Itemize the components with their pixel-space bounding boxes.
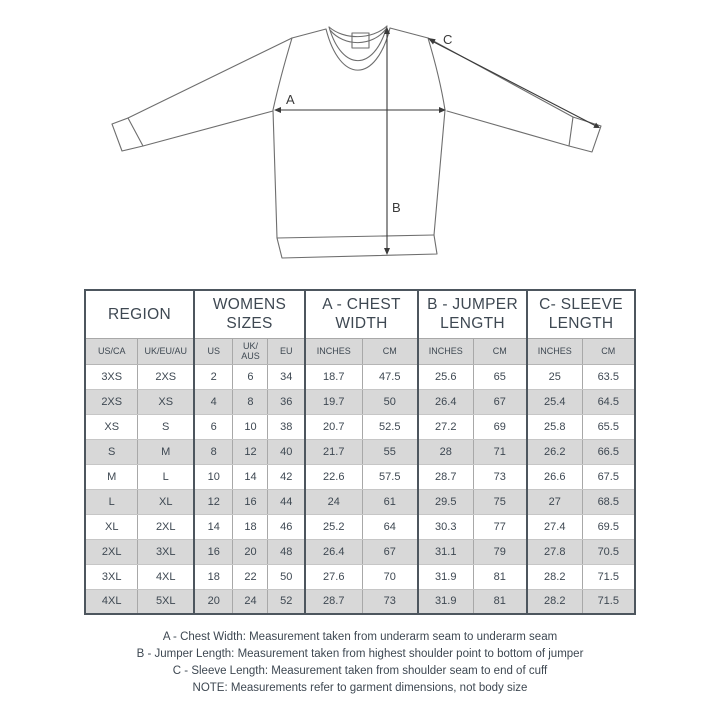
table-row	[85, 514, 635, 539]
table-cell: 2	[194, 364, 233, 389]
table-column-header: CM	[473, 338, 527, 364]
left-sleeve-top-edge	[128, 38, 292, 118]
table-cell: 30.3	[418, 514, 473, 539]
table-cell: 65.5	[582, 414, 635, 439]
table-cell: 16	[233, 489, 268, 514]
table-column-header: INCHES	[418, 338, 473, 364]
table-cell: L	[85, 489, 138, 514]
table-cell: 20.7	[305, 414, 362, 439]
table-cell: 47.5	[362, 364, 418, 389]
table-cell: 20	[194, 589, 233, 614]
table-cell: 67.5	[582, 464, 635, 489]
table-column-header: EU	[268, 338, 305, 364]
table-cell: 18.7	[305, 364, 362, 389]
size-chart-body	[85, 364, 635, 614]
table-cell: 57.5	[362, 464, 418, 489]
table-cell: 66.5	[582, 439, 635, 464]
table-cell: 10	[233, 414, 268, 439]
table-cell: 70.5	[582, 539, 635, 564]
table-cell: M	[85, 464, 138, 489]
table-cell: 4XL	[138, 564, 194, 589]
table-cell: 81	[473, 589, 527, 614]
body-right-edge	[434, 110, 445, 235]
table-cell: 8	[233, 389, 268, 414]
table-cell: 73	[362, 589, 418, 614]
table-cell: XS	[85, 414, 138, 439]
note-line: B - Jumper Length: Measurement taken from highest shoulder point to bottom of jumper	[136, 648, 584, 660]
hem-top-line	[277, 235, 434, 238]
right-shoulder-line	[390, 28, 428, 38]
table-cell: 67	[473, 389, 527, 414]
table-cell: 26.4	[418, 389, 473, 414]
table-cell: M	[138, 439, 194, 464]
table-row	[85, 489, 635, 514]
table-row	[85, 564, 635, 589]
table-cell: 2XS	[85, 389, 138, 414]
table-group-header: C- SLEEVE LENGTH	[527, 290, 635, 338]
table-cell: 73	[473, 464, 527, 489]
jumper-diagram-svg	[0, 0, 720, 284]
table-column-header: UK/EU/AU	[138, 338, 194, 364]
table-cell: 63.5	[582, 364, 635, 389]
table-row	[85, 439, 635, 464]
table-column-header: CM	[582, 338, 635, 364]
table-group-header: REGION	[85, 290, 194, 338]
table-cell: 19.7	[305, 389, 362, 414]
table-cell: 22	[233, 564, 268, 589]
right-armhole-seam	[428, 38, 445, 110]
label-a: A	[286, 92, 295, 107]
table-cell: 28.7	[418, 464, 473, 489]
table-cell: XS	[138, 389, 194, 414]
table-cell: 68.5	[582, 489, 635, 514]
table-cell: 26.6	[527, 464, 582, 489]
table-cell: 27.6	[305, 564, 362, 589]
table-cell: 16	[194, 539, 233, 564]
table-cell: 20	[233, 539, 268, 564]
table-cell: 75	[473, 489, 527, 514]
table-cell: 28.7	[305, 589, 362, 614]
table-cell: 40	[268, 439, 305, 464]
table-cell: 34	[268, 364, 305, 389]
table-cell: 22.6	[305, 464, 362, 489]
table-cell: 8	[194, 439, 233, 464]
collar-back-band	[330, 29, 386, 43]
left-cuff	[112, 118, 143, 151]
length-arrow-bottom	[384, 248, 390, 255]
table-cell: 12	[194, 489, 233, 514]
table-cell: 29.5	[418, 489, 473, 514]
table-cell: 5XL	[138, 589, 194, 614]
table-cell: 48	[268, 539, 305, 564]
table-cell: 71.5	[582, 564, 635, 589]
table-row	[85, 364, 635, 389]
column-header-row	[85, 338, 635, 364]
table-cell: 55	[362, 439, 418, 464]
measurement-notes	[0, 629, 720, 697]
table-cell: 77	[473, 514, 527, 539]
table-cell: 27.2	[418, 414, 473, 439]
table-cell: 50	[268, 564, 305, 589]
table-column-header: US	[194, 338, 233, 364]
table-cell: 70	[362, 564, 418, 589]
table-cell: 4	[194, 389, 233, 414]
table-cell: 25.2	[305, 514, 362, 539]
table-cell: 44	[268, 489, 305, 514]
table-cell: 2XS	[138, 364, 194, 389]
table-cell: 28.2	[527, 589, 582, 614]
table-row	[85, 539, 635, 564]
table-cell: XL	[85, 514, 138, 539]
table-cell: 26.4	[305, 539, 362, 564]
table-cell: 52	[268, 589, 305, 614]
table-column-header: CM	[362, 338, 418, 364]
table-cell: 64	[362, 514, 418, 539]
table-cell: 25	[527, 364, 582, 389]
table-row	[85, 589, 635, 614]
table-column-header: UK/ AUS	[233, 338, 268, 364]
table-row	[85, 414, 635, 439]
table-column-header: US/CA	[85, 338, 138, 364]
chest-arrow-left	[274, 107, 281, 113]
left-shoulder-line	[292, 29, 326, 38]
table-cell: 6	[233, 364, 268, 389]
table-cell: 27	[527, 489, 582, 514]
table-cell: 2XL	[85, 539, 138, 564]
right-sleeve-under-edge	[447, 111, 569, 146]
table-cell: 31.1	[418, 539, 473, 564]
group-header-row	[85, 290, 635, 338]
table-group-header: WOMENS SIZES	[194, 290, 305, 338]
table-cell: 3XL	[138, 539, 194, 564]
note-line: C - Sleeve Length: Measurement taken from shoulder seam to end of cuff	[172, 665, 548, 677]
table-cell: 25.6	[418, 364, 473, 389]
table-cell: 14	[233, 464, 268, 489]
table-cell: 31.9	[418, 564, 473, 589]
table-cell: 71.5	[582, 589, 635, 614]
collar-inner-edge	[329, 26, 387, 61]
table-cell: 12	[233, 439, 268, 464]
left-sleeve-under-edge	[143, 111, 273, 146]
body-left-edge	[273, 110, 277, 238]
table-cell: 38	[268, 414, 305, 439]
jumper-diagram	[0, 0, 720, 284]
table-cell: 18	[233, 514, 268, 539]
collar-back-neck-edge	[329, 26, 387, 37]
label-c: C	[443, 32, 453, 47]
table-cell: 52.5	[362, 414, 418, 439]
table-cell: 36	[268, 389, 305, 414]
table-group-header: A - CHEST WIDTH	[305, 290, 418, 338]
table-cell: 27.8	[527, 539, 582, 564]
table-cell: 18	[194, 564, 233, 589]
table-cell: 4XL	[85, 589, 138, 614]
hem-band	[277, 235, 437, 258]
table-cell: 3XS	[85, 364, 138, 389]
table-cell: 61	[362, 489, 418, 514]
table-cell: 25.4	[527, 389, 582, 414]
note-line: NOTE: Measurements refer to garment dimensions, not body size	[192, 682, 528, 694]
table-cell: 81	[473, 564, 527, 589]
table-cell: 65	[473, 364, 527, 389]
table-cell: 50	[362, 389, 418, 414]
table-cell: 14	[194, 514, 233, 539]
table-cell: 10	[194, 464, 233, 489]
table-cell: 28.2	[527, 564, 582, 589]
table-cell: XL	[138, 489, 194, 514]
table-cell: 24	[233, 589, 268, 614]
table-cell: 79	[473, 539, 527, 564]
table-cell: 46	[268, 514, 305, 539]
table-group-header: B - JUMPER LENGTH	[418, 290, 527, 338]
right-cuff	[569, 117, 601, 152]
label-b: B	[392, 200, 401, 215]
table-cell: 28	[418, 439, 473, 464]
table-column-header: INCHES	[527, 338, 582, 364]
table-cell: 69	[473, 414, 527, 439]
note-line: A - Chest Width: Measurement taken from underarm seam to underarm seam	[162, 631, 558, 643]
table-cell: 64.5	[582, 389, 635, 414]
table-cell: 26.2	[527, 439, 582, 464]
sleeve-length-line	[430, 40, 598, 127]
table-cell: 67	[362, 539, 418, 564]
neck-tag	[352, 33, 369, 48]
table-cell: 31.9	[418, 589, 473, 614]
table-cell: 24	[305, 489, 362, 514]
table-row	[85, 464, 635, 489]
table-cell: 27.4	[527, 514, 582, 539]
table-cell: 2XL	[138, 514, 194, 539]
table-row	[85, 389, 635, 414]
table-cell: L	[138, 464, 194, 489]
table-cell: 69.5	[582, 514, 635, 539]
table-cell: 6	[194, 414, 233, 439]
table-column-header: INCHES	[305, 338, 362, 364]
table-cell: S	[138, 414, 194, 439]
table-cell: 3XL	[85, 564, 138, 589]
table-cell: 42	[268, 464, 305, 489]
table-cell: 71	[473, 439, 527, 464]
table-cell: 21.7	[305, 439, 362, 464]
size-chart-table	[84, 289, 636, 615]
table-cell: 25.8	[527, 414, 582, 439]
jumper-outline	[112, 26, 601, 258]
table-cell: S	[85, 439, 138, 464]
